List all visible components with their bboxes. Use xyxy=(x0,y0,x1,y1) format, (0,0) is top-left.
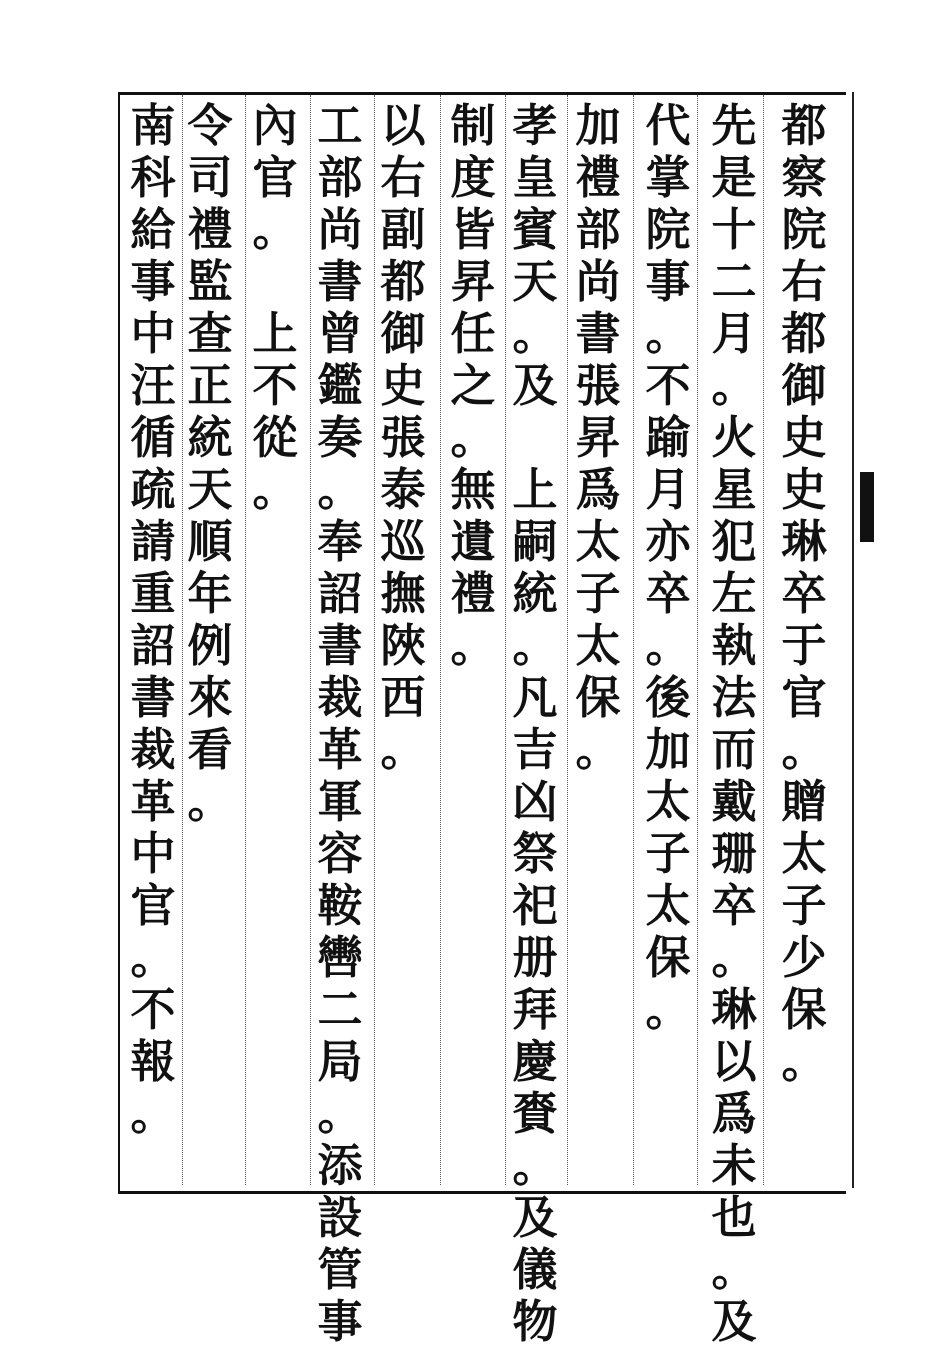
glyph: 少 xyxy=(781,931,827,984)
glyph: 不 xyxy=(130,983,176,1036)
glyph: 爲 xyxy=(575,463,621,516)
glyph: 賚 xyxy=(512,1087,558,1140)
column-divider xyxy=(697,95,698,1185)
text-column-6 xyxy=(438,100,508,672)
glyph: 吉 xyxy=(512,723,558,776)
glyph: 令 xyxy=(187,99,233,152)
glyph: 書 xyxy=(317,619,363,672)
glyph: 汪 xyxy=(130,359,176,412)
glyph: 卒 xyxy=(781,567,827,620)
glyph: 以 xyxy=(711,1035,757,1088)
glyph: 是 xyxy=(711,151,757,204)
glyph: 部 xyxy=(317,151,363,204)
glyph: 珊 xyxy=(711,827,757,880)
glyph: 太 xyxy=(575,515,621,568)
text-column-3 xyxy=(633,100,703,1036)
glyph: 添 xyxy=(317,1139,363,1192)
glyph: 張 xyxy=(575,359,621,412)
glyph: 祭 xyxy=(512,827,558,880)
glyph: 革 xyxy=(317,723,363,776)
glyph: 上 xyxy=(252,307,298,360)
glyph: 設 xyxy=(317,1191,363,1244)
glyph: 卒 xyxy=(711,879,757,932)
glyph: 。 xyxy=(317,1087,363,1140)
glyph: 法 xyxy=(711,671,757,724)
glyph: 部 xyxy=(575,203,621,256)
glyph: 贈 xyxy=(781,775,827,828)
glyph: 後 xyxy=(645,671,691,724)
glyph: 御 xyxy=(781,359,827,412)
column-divider xyxy=(567,95,568,1185)
glyph: 。 xyxy=(711,359,757,412)
glyph: 科 xyxy=(130,151,176,204)
column-divider xyxy=(374,95,375,1185)
glyph: 查 xyxy=(187,307,233,360)
text-column-1 xyxy=(769,100,839,1088)
glyph: 任 xyxy=(450,307,496,360)
glyph: 來 xyxy=(187,671,233,724)
glyph: 工 xyxy=(317,99,363,152)
glyph: 容 xyxy=(317,827,363,880)
glyph: 火 xyxy=(711,411,757,464)
glyph: 鑑 xyxy=(317,359,363,412)
glyph: 孝 xyxy=(512,99,558,152)
glyph: 月 xyxy=(645,463,691,516)
glyph: 。 xyxy=(450,619,496,672)
glyph: 革 xyxy=(130,775,176,828)
glyph: 泰 xyxy=(380,463,426,516)
glyph: 事 xyxy=(645,255,691,308)
glyph: 。 xyxy=(645,983,691,1036)
glyph: 皆 xyxy=(450,203,496,256)
glyph: 賓 xyxy=(512,203,558,256)
glyph: 嗣 xyxy=(512,515,558,568)
glyph: 。 xyxy=(450,411,496,464)
glyph: 院 xyxy=(645,203,691,256)
glyph: 太 xyxy=(575,619,621,672)
glyph: 保 xyxy=(645,931,691,984)
glyph: 執 xyxy=(711,619,757,672)
glyph: 鞍 xyxy=(317,879,363,932)
glyph: 之 xyxy=(450,359,496,412)
glyph: 凶 xyxy=(512,775,558,828)
glyph: 遺 xyxy=(450,515,496,568)
glyph: 物 xyxy=(512,1295,558,1348)
glyph: 給 xyxy=(130,203,176,256)
glyph: 書 xyxy=(575,307,621,360)
glyph: 。 xyxy=(781,1035,827,1088)
glyph: 于 xyxy=(781,619,827,672)
glyph: 西 xyxy=(380,671,426,724)
edge-ink-mark xyxy=(860,472,874,542)
text-column-4 xyxy=(563,100,633,776)
glyph: 拜 xyxy=(512,983,558,1036)
glyph: 。 xyxy=(252,463,298,516)
column-divider xyxy=(763,95,764,1185)
glyph: 禮 xyxy=(187,203,233,256)
glyph: 也 xyxy=(711,1191,757,1244)
text-column-5 xyxy=(500,100,570,1348)
glyph: 及 xyxy=(512,1191,558,1244)
glyph: 儀 xyxy=(512,1243,558,1296)
glyph: 。 xyxy=(512,1139,558,1192)
glyph: 重 xyxy=(130,567,176,620)
glyph: 張 xyxy=(380,411,426,464)
glyph: 院 xyxy=(781,203,827,256)
glyph: 尚 xyxy=(317,203,363,256)
glyph: 度 xyxy=(450,151,496,204)
glyph: 看 xyxy=(187,723,233,776)
glyph: 不 xyxy=(252,359,298,412)
glyph: 保 xyxy=(781,983,827,1036)
glyph: 右 xyxy=(380,151,426,204)
glyph: 書 xyxy=(317,255,363,308)
glyph: 禮 xyxy=(575,151,621,204)
glyph: 月 xyxy=(711,307,757,360)
glyph: 中 xyxy=(130,307,176,360)
glyph: 加 xyxy=(575,99,621,152)
glyph: 察 xyxy=(781,151,827,204)
glyph: 官 xyxy=(781,671,827,724)
glyph: 上 xyxy=(512,463,558,516)
glyph: 卒 xyxy=(645,567,691,620)
glyph: 統 xyxy=(512,567,558,620)
glyph: 。 xyxy=(575,723,621,776)
glyph: 請 xyxy=(130,515,176,568)
glyph: 副 xyxy=(380,203,426,256)
glyph: 無 xyxy=(450,463,496,516)
glyph: 。 xyxy=(711,931,757,984)
glyph: 詔 xyxy=(317,567,363,620)
glyph xyxy=(505,412,565,464)
glyph: 天 xyxy=(512,255,558,308)
glyph: 史 xyxy=(781,463,827,516)
glyph: 昇 xyxy=(450,255,496,308)
glyph: 制 xyxy=(450,99,496,152)
glyph: 疏 xyxy=(130,463,176,516)
glyph: 事 xyxy=(317,1295,363,1348)
glyph: 司 xyxy=(187,151,233,204)
glyph: 。 xyxy=(317,463,363,516)
glyph: 撫 xyxy=(380,567,426,620)
glyph: 轡 xyxy=(317,931,363,984)
glyph: 奏 xyxy=(317,411,363,464)
glyph: 祀 xyxy=(512,879,558,932)
glyph: 順 xyxy=(187,515,233,568)
text-column-11 xyxy=(118,100,188,1140)
glyph: 星 xyxy=(711,463,757,516)
glyph: 陜 xyxy=(380,619,426,672)
glyph: 。 xyxy=(252,203,298,256)
glyph: 曾 xyxy=(317,307,363,360)
glyph: 皇 xyxy=(512,151,558,204)
glyph: 管 xyxy=(317,1243,363,1296)
glyph: 。 xyxy=(187,775,233,828)
glyph: 年 xyxy=(187,567,233,620)
glyph: 掌 xyxy=(645,151,691,204)
glyph: 都 xyxy=(781,99,827,152)
glyph: 未 xyxy=(711,1139,757,1192)
glyph: 內 xyxy=(252,99,298,152)
glyph: 子 xyxy=(781,879,827,932)
glyph: 書 xyxy=(130,671,176,724)
glyph: 太 xyxy=(781,827,827,880)
glyph: 太 xyxy=(645,775,691,828)
glyph: 詔 xyxy=(130,619,176,672)
text-column-7 xyxy=(368,100,438,776)
glyph: 統 xyxy=(187,411,233,464)
glyph: 天 xyxy=(187,463,233,516)
glyph: 册 xyxy=(512,931,558,984)
glyph: 。 xyxy=(645,307,691,360)
glyph: 而 xyxy=(711,723,757,776)
glyph: 戴 xyxy=(711,775,757,828)
glyph: 。 xyxy=(711,1243,757,1296)
glyph: 左 xyxy=(711,567,757,620)
glyph: 犯 xyxy=(711,515,757,568)
glyph: 監 xyxy=(187,255,233,308)
glyph: 官 xyxy=(130,879,176,932)
glyph: 。 xyxy=(130,1087,176,1140)
glyph: 奉 xyxy=(317,515,363,568)
glyph: 裁 xyxy=(130,723,176,776)
glyph: 及 xyxy=(711,1295,757,1348)
glyph: 。 xyxy=(512,619,558,672)
glyph: 官 xyxy=(252,151,298,204)
glyph: 。 xyxy=(645,619,691,672)
glyph: 琳 xyxy=(711,983,757,1036)
glyph xyxy=(245,256,305,308)
text-column-9 xyxy=(240,100,310,516)
edge-rule xyxy=(852,92,854,1188)
glyph: 南 xyxy=(130,99,176,152)
glyph: 中 xyxy=(130,827,176,880)
glyph: 慶 xyxy=(512,1035,558,1088)
glyph: 以 xyxy=(380,99,426,152)
glyph: 保 xyxy=(575,671,621,724)
glyph: 子 xyxy=(575,567,621,620)
glyph: 琳 xyxy=(781,515,827,568)
glyph: 太 xyxy=(645,879,691,932)
glyph: 都 xyxy=(781,307,827,360)
glyph: 史 xyxy=(781,411,827,464)
glyph: 事 xyxy=(130,255,176,308)
glyph: 軍 xyxy=(317,775,363,828)
glyph: 加 xyxy=(645,723,691,776)
glyph: 報 xyxy=(130,1035,176,1088)
glyph: 。 xyxy=(781,723,827,776)
text-column-2 xyxy=(699,100,769,1348)
glyph: 禮 xyxy=(450,567,496,620)
glyph: 裁 xyxy=(317,671,363,724)
glyph: 。 xyxy=(130,931,176,984)
column-divider xyxy=(505,95,506,1185)
glyph: 子 xyxy=(645,827,691,880)
glyph: 爲 xyxy=(711,1087,757,1140)
glyph: 踰 xyxy=(645,411,691,464)
glyph: 循 xyxy=(130,411,176,464)
column-divider xyxy=(440,95,441,1185)
column-divider xyxy=(633,95,634,1185)
glyph: 代 xyxy=(645,99,691,152)
glyph: 凡 xyxy=(512,671,558,724)
column-divider xyxy=(182,95,183,1185)
column-divider xyxy=(310,95,311,1185)
glyph: 例 xyxy=(187,619,233,672)
glyph: 御 xyxy=(380,307,426,360)
glyph: 不 xyxy=(645,359,691,412)
glyph: 二 xyxy=(711,255,757,308)
glyph: 亦 xyxy=(645,515,691,568)
glyph: 從 xyxy=(252,411,298,464)
glyph: 都 xyxy=(380,255,426,308)
glyph: 二 xyxy=(317,983,363,1036)
glyph: 巡 xyxy=(380,515,426,568)
glyph: 右 xyxy=(781,255,827,308)
page-edge-margin xyxy=(850,92,950,1188)
glyph: 十 xyxy=(711,203,757,256)
glyph: 尚 xyxy=(575,255,621,308)
glyph: 昇 xyxy=(575,411,621,464)
glyph: 及 xyxy=(512,359,558,412)
glyph: 局 xyxy=(317,1035,363,1088)
text-column-8 xyxy=(305,100,375,1348)
column-divider xyxy=(245,95,246,1185)
glyph: 先 xyxy=(711,99,757,152)
glyph: 。 xyxy=(512,307,558,360)
glyph: 。 xyxy=(380,723,426,776)
glyph: 史 xyxy=(380,359,426,412)
glyph: 正 xyxy=(187,359,233,412)
